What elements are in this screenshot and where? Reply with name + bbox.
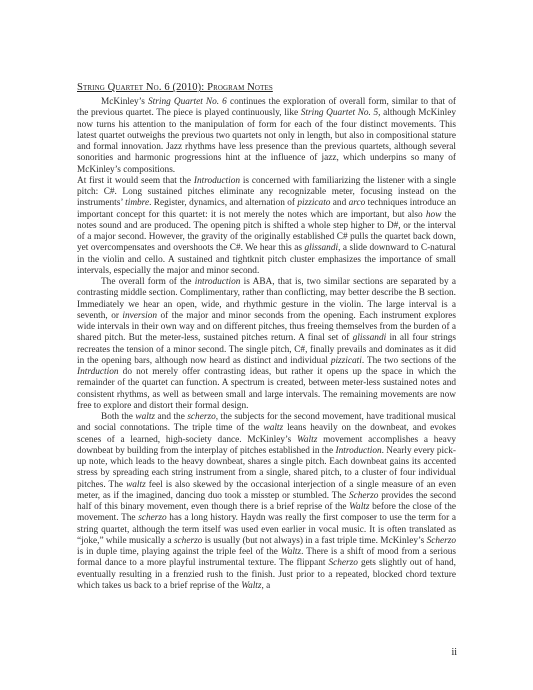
italic-text: waltz [126,479,146,490]
text-run: provides the second half of this binary movement, even though there is a brief reprise of the [77,490,456,512]
text-run: Both the [101,412,136,422]
italic-text: Waltz [296,434,318,445]
italic-text: scherzo [138,513,167,524]
italic-text: pizzicati [330,355,362,366]
text-run: The overall form of the [101,277,195,287]
italic-text: glissandi [304,243,339,254]
italic-text: Waltz [241,580,262,591]
text-run: leans heavily on the downbeat, and evokes scenes of a learned, high-society dance. McKinley’s [77,423,456,445]
text-run: has a long history. Haydn was really the first composer to use the term for a string quartet, although the term itself was used even earlier in vocal music. It is often translated as “joke,” while musically a [77,513,456,546]
italic-text: Scherzo [426,535,456,546]
italic-text: Scherzo [348,490,379,501]
italic-text: waltz [135,412,156,422]
text-run: feel is also skewed by the occasional interjection of a single measure of an even meter, as if the imagined, dancing duo took a misstep or stumbled. The [77,479,457,501]
text-run: techniques introduce an important concept for this quartet: it is not merely the notes which are important, but also [77,198,456,220]
italic-text: String Quartet No. 6 [148,97,227,107]
text-run: , a [261,580,271,591]
body-text [77,97,456,592]
paragraph [77,176,456,277]
italic-text: Intrduction [77,367,119,377]
text-run: is in duple time, playing against the triple feel of the [77,547,281,557]
italic-text: scherzo [187,412,216,422]
italic-text: how [425,209,442,220]
text-run: the notes sound and are produced. The opening pitch is shifted a whole step higher to D#, or the interval of a major second. However, the gravity of the originally established C# pulls the quartet back down, yet overcompensates and overshoots the C#. We hear this as [77,209,456,254]
text-run: , although McKinley now turns his attention to the manipulation of form for each of the four distinct movements. This latest quartet outweighs the previous two quartets not only in length, but also in compositional stature and formal innovation. Jazz rhythms have less presence than the previous quartets, although several sonorities and harmonic progressions hint at the influence of jazz, which underpins so many of McKinley’s compositions. [77,108,456,175]
italic-text: waltz [263,423,284,434]
text-run: movement accomplishes a heavy downbeat by building from the interplay of pitches established in the [77,434,456,456]
text-run: , the subjects for the second movement, have traditional musical and social connotations. The triple time of the [77,412,456,434]
page-number: ii [451,647,457,658]
paragraph [77,277,456,412]
italic-text: pizzicato [297,198,331,209]
page-title: String Quartet No. 6 (2010): Program Notes [77,82,273,93]
text-run: continues the exploration of overall form, similar to that of the previous quartet. The piece is played continuously, like [77,97,456,119]
italic-text: Waltz [280,547,302,557]
text-run: McKinley’s [101,97,149,107]
paragraph [77,412,456,592]
italic-text: timbre [125,198,150,209]
text-run: . The two sections of the [361,355,456,366]
italic-text: Introduction [335,445,382,456]
text-run: before the close of the movement. The [77,502,456,524]
italic-text: arco [348,198,366,209]
text-run: is ABA, that is, two similar sections are separated by a contrasting middle section. Complimentary, rather than conflicting, may better describe the B section. Immediately we hear an open, wide, and rhythmic gesture in the violin. The large interval is a seventh, or [77,277,456,321]
text-run: . Register, dynamics, and alternation of [149,198,298,209]
text-run: is concerned with familiarizing the listener with a single pitch: C#. Long sustained pitches eliminate any recognizable meter, focusing instead on the instruments’ [77,175,456,209]
italic-text: introduction [194,277,241,287]
text-run: . Nearly every pick-up note, which leads to the heavy downbeat, shares a single pitch. Each downbeat gains its accented stress by spreading each string instrument from a single, shared pitch, to a cluster of four individual pitches. The [77,445,456,490]
text-run: At first it would seem that the [77,175,194,186]
text-run: do not merely offer contrasting ideas, but rather it opens up the space in which the remainder of the quartet can function. A spectrum is created, between meter-less sustained notes and consistent rhythms, as well as between small and large intervals. The remaining movements are now free to explore and distort their formal design. [77,367,456,411]
italic-text: glissandi [352,333,387,344]
italic-text: scherzo [173,535,203,546]
text-run: and the [155,412,188,422]
text-run: , a slide downward to C-natural in the violin and cello. A sustained and tightknit pitch cluster emphasizes the importance of small intervals, especially the major and minor second. [77,243,456,276]
text-run: of the major and minor seconds from the opening. Each instrument explores wide intervals in their own way and on different pitches, thus freeing themselves from the burden of a shared pitch. But the meter-less, sustained pitches return. A final set of [77,310,456,344]
text-run: gets slightly out of hand, eventually resulting in a frenzied rush to the finish. Just prior to a repeated, blocked chord texture which takes us back to a brief reprise of the [77,558,456,591]
italic-text: Introduction [193,175,241,186]
paragraph [77,97,456,176]
italic-text: Waltz [349,502,370,512]
italic-text: Scherzo [328,558,358,569]
text-run: and [330,198,349,209]
text-run: is usually (but not always) in a fast triple time. McKinley’s [202,535,427,546]
italic-text: inversion [122,310,158,321]
text-run: in all four strings recreates the tension of a minor second. The single pitch, C#, finally prevails and dominates as it did in the opening bars, although now heard as distinct and individual [77,333,457,366]
italic-text: String Quartet No. 5 [300,108,379,119]
text-run: . There is a shift of mood from a serious formal dance to a more playful instrumental texture. The flippant [77,547,456,569]
